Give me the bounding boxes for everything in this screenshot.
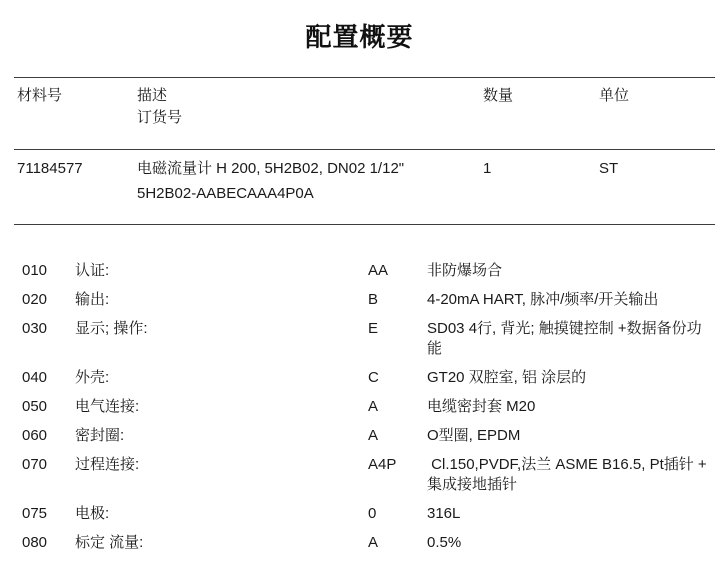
config-option-value: 0.5% — [427, 534, 462, 551]
material-description-block — [137, 156, 480, 206]
config-position: 070 — [22, 456, 48, 473]
config-row-010 — [0, 261, 719, 281]
col-header-order-code: 订货号 — [137, 109, 183, 126]
config-row-030 — [0, 319, 719, 359]
material-order-code: 5H2B02-AABECAAA4P0A — [137, 185, 314, 202]
material-row — [0, 150, 719, 224]
config-option-value: 4-20mA HART, 脉冲/频率/开关输出 — [427, 291, 659, 308]
col-header-description: 描述 — [137, 87, 168, 104]
config-row-070 — [0, 455, 719, 495]
page-title: 配置概要 — [305, 22, 414, 52]
config-option-code: B — [368, 291, 379, 308]
config-position: 080 — [22, 534, 48, 551]
col-header-description-block — [137, 85, 480, 129]
config-position: 020 — [22, 291, 48, 308]
config-row-040 — [0, 368, 719, 388]
configuration-summary-page — [0, 22, 719, 579]
config-option-code: E — [368, 320, 379, 337]
config-row-080 — [0, 533, 719, 553]
config-option-code: A — [368, 534, 379, 551]
config-option-value: 非防爆场合 — [427, 262, 503, 279]
col-header-quantity: 数量 — [483, 87, 514, 104]
config-feature: 认证: — [75, 262, 110, 279]
config-row-020 — [0, 290, 719, 310]
config-position: 060 — [22, 427, 48, 444]
config-feature: 电气连接: — [75, 398, 140, 415]
config-option-code: A4P — [368, 456, 397, 473]
config-row-060 — [0, 426, 719, 446]
col-header-unit: 单位 — [599, 87, 630, 104]
config-option-value: Cl.150,PVDF,法兰 ASME B16.5, Pt插针 + 集成接地插针 — [427, 456, 711, 493]
config-feature: 显示; 操作: — [75, 320, 148, 337]
config-row-075 — [0, 504, 719, 524]
material-table-header — [0, 78, 719, 149]
col-header-material-no: 材料号 — [17, 87, 63, 104]
configuration-list — [0, 261, 719, 553]
config-row-050 — [0, 397, 719, 417]
config-position: 050 — [22, 398, 48, 415]
config-position: 010 — [22, 262, 48, 279]
config-option-value: O型圈, EPDM — [427, 427, 521, 444]
material-row-bottom-rule — [14, 224, 715, 225]
config-feature: 标定 流量: — [75, 534, 144, 551]
material-unit: ST — [599, 160, 619, 177]
material-quantity: 1 — [483, 160, 492, 177]
config-position: 075 — [22, 505, 48, 522]
material-number: 71184577 — [17, 160, 83, 177]
config-option-value: 316L — [427, 505, 461, 522]
config-option-code: A — [368, 427, 379, 444]
config-feature: 过程连接: — [75, 456, 140, 473]
config-feature: 密封圈: — [75, 427, 125, 444]
config-option-value: GT20 双腔室, 铝 涂层的 — [427, 369, 587, 386]
config-option-code: A — [368, 398, 379, 415]
config-feature: 外壳: — [75, 369, 110, 386]
material-description: 电磁流量计 H 200, 5H2B02, DN02 1/12" — [137, 160, 405, 177]
config-option-code: 0 — [368, 505, 377, 522]
config-option-code: C — [368, 369, 379, 386]
config-option-value: SD03 4行, 背光; 触摸键控制 +数据备份功能 — [427, 320, 702, 357]
config-option-value: 电缆密封套 M20 — [427, 398, 536, 415]
config-feature: 电极: — [75, 505, 110, 522]
config-position: 040 — [22, 369, 48, 386]
config-position: 030 — [22, 320, 48, 337]
config-option-code: AA — [368, 262, 389, 279]
config-feature: 输出: — [75, 291, 110, 308]
